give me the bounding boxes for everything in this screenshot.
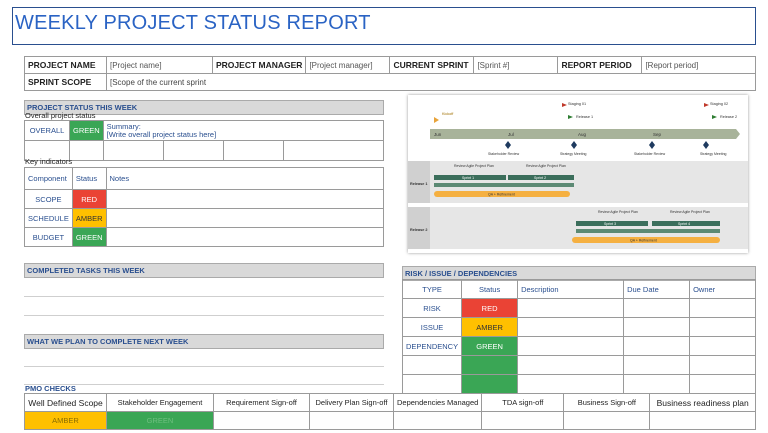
- milestone-flag: [712, 115, 717, 119]
- col-status: Status: [462, 280, 518, 299]
- risk-type: ISSUE: [403, 318, 462, 337]
- risk-due-date[interactable]: [624, 337, 690, 356]
- risk-description[interactable]: [518, 318, 624, 337]
- milestone-flag: [434, 117, 439, 123]
- key-indicators-table: [24, 167, 384, 247]
- report-period-field[interactable]: [Report period]: [642, 57, 756, 74]
- task-label: Review Agile Project Plan: [454, 164, 494, 168]
- sprint-label: Sprint 3: [604, 222, 617, 226]
- risk-owner[interactable]: [690, 318, 756, 337]
- pmo-status-cell[interactable]: [394, 412, 482, 430]
- risk-heading: RISK / ISSUE / DEPENDENCIES: [402, 266, 756, 281]
- overall-label: OVERALL: [25, 121, 70, 141]
- task-label: Review Agile Project Plan: [670, 210, 710, 214]
- blank-cell: [403, 375, 462, 394]
- summary-text: [Write overall project status here]: [106, 129, 217, 139]
- qa-label: QA + Refinement: [630, 238, 657, 243]
- pmo-col: Dependencies Managed: [394, 394, 482, 412]
- pmo-checks-table: [24, 393, 756, 430]
- pmo-col: TDA sign-off: [482, 394, 564, 412]
- sprint-label: Sprint 2: [534, 176, 547, 180]
- event-marker: [505, 141, 511, 149]
- overall-status-label: Overall project status: [25, 111, 96, 120]
- indicator-component: SCHEDULE: [25, 209, 73, 228]
- risk-status-badge[interactable]: RED: [462, 299, 518, 318]
- event-label: Strategy Meeting: [700, 152, 727, 156]
- pmo-col: Business readiness plan: [650, 394, 756, 412]
- indicator-status-badge[interactable]: AMBER: [72, 209, 106, 228]
- risk-table: [402, 279, 756, 394]
- plan-line[interactable]: [24, 348, 384, 367]
- month-label: Jun: [434, 132, 442, 137]
- risk-owner[interactable]: [690, 299, 756, 318]
- sprint-scope-field[interactable]: [Scope of the current sprint: [107, 74, 756, 91]
- risk-status-badge[interactable]: AMBER: [462, 318, 518, 337]
- risk-type: DEPENDENCY: [403, 337, 462, 356]
- pmo-status-cell[interactable]: [214, 412, 310, 430]
- indicator-status-badge[interactable]: GREEN: [72, 228, 106, 247]
- milestone-flag: [568, 115, 573, 119]
- project-info-table: [24, 56, 756, 91]
- risk-due-date[interactable]: [624, 318, 690, 337]
- project-status-heading: PROJECT STATUS THIS WEEK: [24, 100, 384, 115]
- project-name-field[interactable]: [Project name]: [107, 57, 213, 74]
- indicator-notes[interactable]: [106, 209, 383, 228]
- blank-cell: [624, 356, 690, 375]
- report-header: [12, 7, 756, 45]
- project-manager-field[interactable]: [Project manager]: [306, 57, 390, 74]
- current-sprint-field[interactable]: [Sprint #]: [474, 57, 558, 74]
- risk-owner[interactable]: [690, 337, 756, 356]
- milestone-label: Staging 02: [710, 102, 729, 106]
- sprint-label: Sprint 1: [462, 176, 475, 180]
- risk-status-blank[interactable]: [462, 356, 518, 375]
- blank-cell: [403, 356, 462, 375]
- pmo-col: Requirement Sign-off: [214, 394, 310, 412]
- milestone-flag: [704, 103, 709, 107]
- summary-cell[interactable]: [103, 121, 383, 141]
- overall-status-table: [24, 120, 384, 161]
- swimlane-label: Release 1: [410, 182, 428, 186]
- indicator-component: SCOPE: [25, 190, 73, 209]
- overall-status-badge[interactable]: GREEN: [70, 121, 104, 141]
- project-manager-label: PROJECT MANAGER: [213, 57, 306, 74]
- milestone-flag: [562, 103, 567, 107]
- col-type: TYPE: [403, 280, 462, 299]
- milestone-label: Release 1: [576, 115, 594, 119]
- risk-type: RISK: [403, 299, 462, 318]
- blank-cell: [624, 375, 690, 394]
- pmo-col: Stakeholder Engagement: [107, 394, 214, 412]
- pmo-status-badge[interactable]: AMBER: [25, 412, 107, 430]
- project-roadmap-chart: [408, 95, 748, 253]
- blank-cell: [690, 356, 756, 375]
- risk-due-date[interactable]: [624, 299, 690, 318]
- pmo-col: Business Sign-off: [564, 394, 650, 412]
- event-label: Strategy Meeting: [560, 152, 587, 156]
- pmo-status-cell[interactable]: [650, 412, 756, 430]
- blank-cell: [103, 141, 163, 161]
- event-marker: [703, 141, 709, 149]
- milestone-label: Release 2: [720, 115, 738, 119]
- completed-tasks-lines[interactable]: [24, 277, 384, 335]
- indicator-status-badge[interactable]: RED: [72, 190, 106, 209]
- blank-cell: [70, 141, 104, 161]
- col-notes: Notes: [106, 168, 383, 190]
- event-label: Stakeholder Review: [488, 152, 520, 156]
- next-week-heading: WHAT WE PLAN TO COMPLETE NEXT WEEK: [24, 334, 384, 349]
- project-name-label: PROJECT NAME: [25, 57, 107, 74]
- sprint-label: Sprint 4: [678, 222, 691, 226]
- report-title: WEEKLY PROJECT STATUS REPORT: [15, 12, 371, 34]
- blank-cell: [518, 375, 624, 394]
- month-label: Aug: [578, 132, 587, 137]
- task-line[interactable]: [24, 316, 384, 335]
- task-line[interactable]: [24, 277, 384, 297]
- summary-label: Summary:: [106, 121, 141, 131]
- month-label: Sep: [653, 132, 662, 137]
- pmo-status-cell[interactable]: [564, 412, 650, 430]
- roadmap-svg: [408, 95, 748, 253]
- col-due-date: Due Date: [624, 280, 690, 299]
- risk-description[interactable]: [518, 299, 624, 318]
- pmo-checks-heading: PMO CHECKS: [25, 384, 76, 393]
- key-indicators-label: Key indicators: [25, 157, 73, 166]
- event-marker: [571, 141, 577, 149]
- blank-cell: [518, 356, 624, 375]
- report-period-label: REPORT PERIOD: [558, 57, 642, 74]
- next-week-lines[interactable]: [24, 348, 384, 385]
- qa-label: QA + Refinement: [488, 192, 515, 197]
- indicator-notes[interactable]: [106, 228, 383, 247]
- blank-cell: [223, 141, 283, 161]
- task-label: Review Agile Project Plan: [526, 164, 566, 168]
- col-status: Status: [72, 168, 106, 190]
- col-owner: Owner: [690, 280, 756, 299]
- blank-cell: [163, 141, 223, 161]
- col-description: Description: [518, 280, 624, 299]
- risk-description[interactable]: [518, 337, 624, 356]
- month-label: Jul: [508, 132, 514, 137]
- task-line[interactable]: [24, 297, 384, 316]
- indicator-component: BUDGET: [25, 228, 73, 247]
- milestone-label: Kickoff: [442, 112, 454, 116]
- blank-cell: [690, 375, 756, 394]
- event-marker: [649, 141, 655, 149]
- blank-cell: [283, 141, 383, 161]
- risk-status-badge[interactable]: GREEN: [462, 337, 518, 356]
- plan-line[interactable]: [24, 367, 384, 385]
- pmo-status-cell[interactable]: [482, 412, 564, 430]
- completed-tasks-heading: COMPLETED TASKS THIS WEEK: [24, 263, 384, 278]
- sprint-scope-label: SPRINT SCOPE: [25, 74, 107, 91]
- current-sprint-label: CURRENT SPRINT: [390, 57, 474, 74]
- milestone-label: Staging 01: [568, 102, 587, 106]
- event-label: Stakeholder Review: [634, 152, 666, 156]
- indicator-notes[interactable]: [106, 190, 383, 209]
- task-label: Review Agile Project Plan: [598, 210, 638, 214]
- subtask-bar: [576, 229, 720, 233]
- pmo-status-badge[interactable]: GREEN: [107, 412, 214, 430]
- pmo-col: Delivery Plan Sign-off: [310, 394, 394, 412]
- swimlane-label: Release 2: [410, 228, 428, 232]
- pmo-col: Well Defined Scope: [25, 394, 107, 412]
- col-component: Component: [25, 168, 73, 190]
- risk-status-blank[interactable]: [462, 375, 518, 394]
- pmo-status-cell[interactable]: [310, 412, 394, 430]
- subtask-bar: [434, 183, 574, 187]
